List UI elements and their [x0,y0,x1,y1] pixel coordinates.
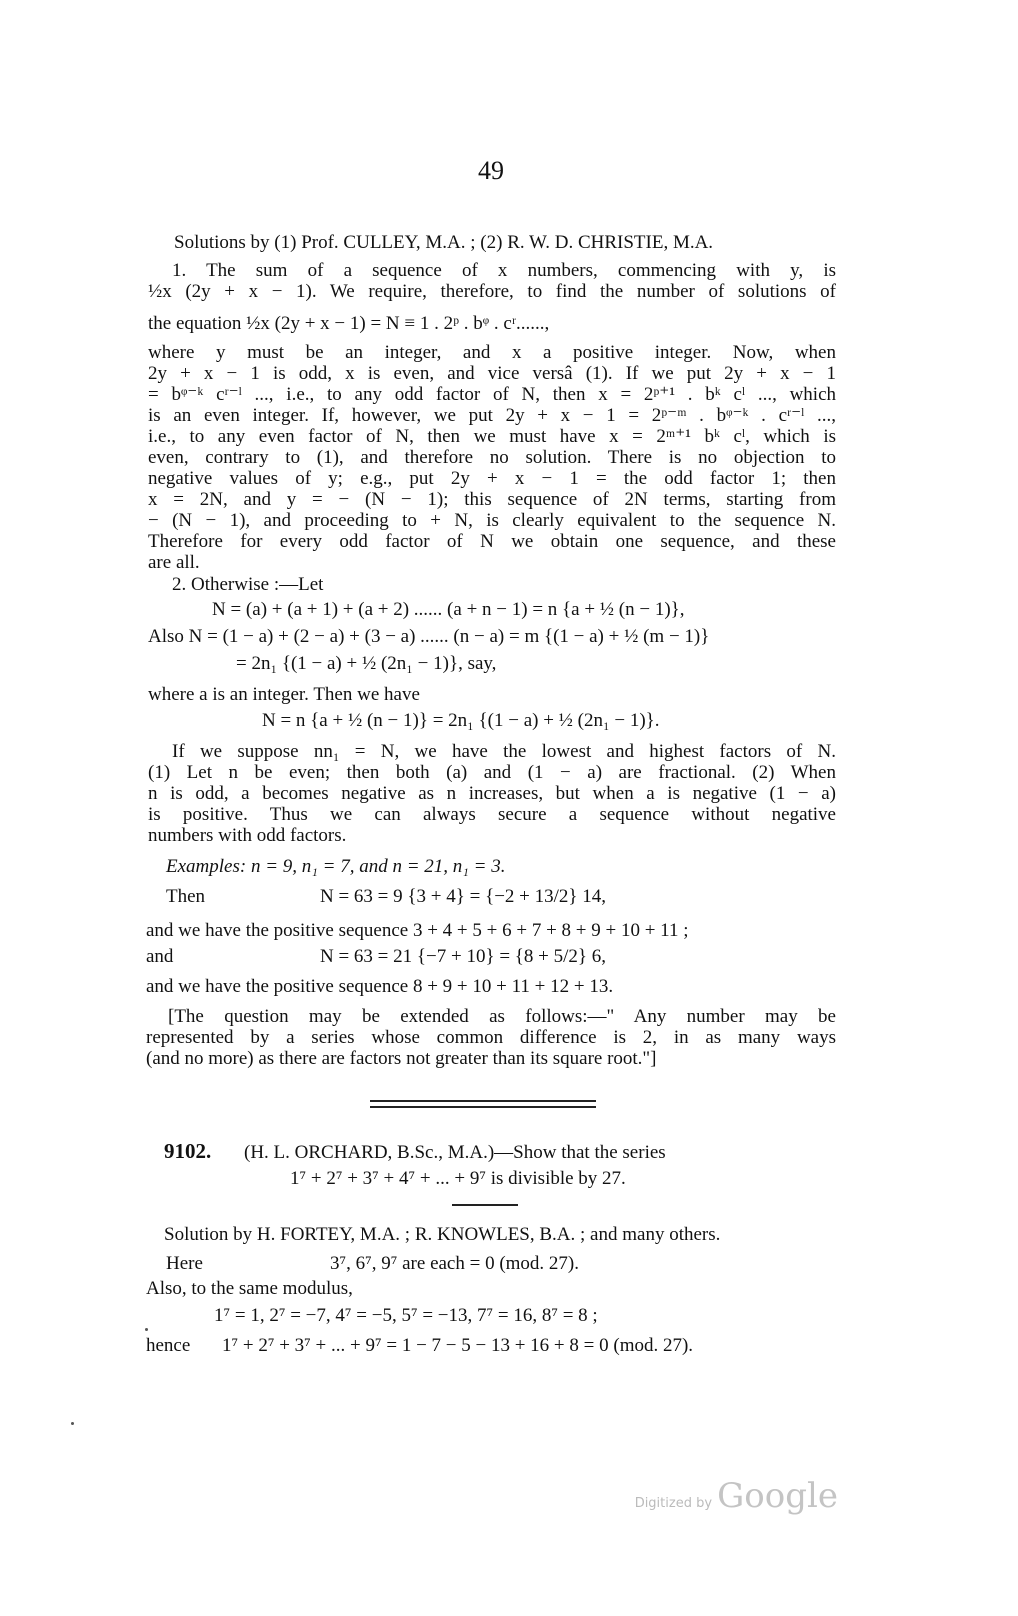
text-line: − (N − 1), and proceeding to + N, is clearly equivalent to the sequence N. [148,510,836,531]
equation-line: N = 63 = 9 {3 + 4} = {−2 + 13/2} 14, [320,886,607,907]
text-line: are all. [148,552,200,573]
text-line: i.e., to any even factor of N, then we must have x = 2ᵐ⁺¹ bᵏ cˡ, which is [148,426,836,447]
text-line: x = 2N, and y = − (N − 1); this sequence of 2N terms, starting from [148,489,836,510]
speck [71,1422,74,1425]
solution-header: Solution by H. FORTEY, M.A. ; R. KNOWLES, B.A. ; and many others. [164,1224,721,1245]
text-line: negative values of y; e.g., put 2y + x − 1 = the odd factor 1; then [148,468,836,489]
problem-statement: 1⁷ + 2⁷ + 3⁷ + 4⁷ + ... + 9⁷ is divisible by 27. [290,1168,626,1189]
watermark-prefix: Digitized by [634,1496,713,1511]
text-line: the equation ½x (2y + x − 1) = N ≡ 1 . 2ᵖ . bᵠ . cʳ......, [148,313,550,334]
text-line: 2y + x − 1 is odd, x is even, and vice versâ (1). If we put 2y + x − 1 [148,363,836,384]
short-rule [452,1204,518,1206]
equation-line: N = (a) + (a + 1) + (a + 2) ...... (a + n − 1) = n {a + ½ (n − 1)}, [212,599,685,620]
text-line: 1. The sum of a sequence of x numbers, commencing with y, is [172,260,836,281]
problem-statement: (H. L. ORCHARD, B.Sc., M.A.)—Show that the series [244,1142,666,1163]
text-line: hence [146,1335,191,1356]
text-line: is positive. Thus we can always secure a sequence without negative [148,804,836,825]
equation-line: 1⁷ = 1, 2⁷ = −7, 4⁷ = −5, 5⁷ = −13, 7⁷ = 16, 8⁷ = 8 ; [214,1305,598,1326]
text-line: If we suppose nn₁ = N, we have the lowest and highest factors of N. [172,741,836,762]
text-line: Also, to the same modulus, [146,1278,353,1299]
page-number: 49 [478,156,504,185]
speck [145,1328,148,1331]
google-logo: Google [717,1476,838,1516]
text-line: n is odd, a becomes negative as n increases, but when a is negative (1 − a) [148,783,836,804]
equation-line: 3⁷, 6⁷, 9⁷ are each = 0 (mod. 27). [330,1253,580,1274]
examples-line: Examples: n = 9, n₁ = 7, and n = 21, n₁ = 3. [166,856,506,877]
google-watermark [635,1476,838,1516]
text-line: [The question may be extended as follows:—" Any number may be [168,1006,836,1027]
text-line: numbers with odd factors. [148,825,347,846]
equation-line: 1⁷ + 2⁷ + 3⁷ + ... + 9⁷ = 1 − 7 − 5 − 13 + 16 + 8 = 0 (mod. 27). [222,1335,694,1356]
problem-number: 9102. [164,1139,212,1163]
separator-rule [370,1106,596,1108]
text-line: Then [166,886,206,907]
text-line: represented by a series whose common difference is 2, in as many ways [146,1027,836,1048]
equation-line: Also N = (1 − a) + (2 − a) + (3 − a) ...... (n − a) = m {(1 − a) + ½ (m − 1)} [148,626,710,647]
text-line: Here [166,1253,203,1274]
text-line: (and no more) as there are factors not greater than its square root."] [146,1048,657,1069]
text-line: 2. Otherwise :—Let [172,574,324,595]
text-line: and we have the positive sequence 3 + 4 + 5 + 6 + 7 + 8 + 9 + 10 + 11 ; [146,920,689,941]
equation-line: = 2n₁ {(1 − a) + ½ (2n₁ − 1)}, say, [236,653,497,674]
text-line: even, contrary to (1), and therefore no solution. There is no objection to [148,447,836,468]
equation-line: N = 63 = 21 {−7 + 10} = {8 + 5/2} 6, [320,946,607,967]
separator-rule [370,1100,596,1102]
text-line: (1) Let n be even; then both (a) and (1 − a) are fractional. (2) When [148,762,836,783]
text-line: is an even integer. If, however, we put 2y + x − 1 = 2ᵖ⁻ᵐ . bᵠ⁻ᵏ . cʳ⁻ˡ ..., [148,405,836,426]
text-line: Therefore for every odd factor of N we obtain one sequence, and these [148,531,836,552]
text-line: and [146,946,174,967]
text-line: = bᵠ⁻ᵏ cʳ⁻ˡ ..., i.e., to any odd factor of N, then x = 2ᵖ⁺¹ . bᵏ cˡ ..., which [148,384,836,405]
equation-line: N = n {a + ½ (n − 1)} = 2n₁ {(1 − a) + ½ (2n₁ − 1)}. [262,710,660,731]
solutions-header: Solutions by (1) Prof. CULLEY, M.A. ; (2) R. W. D. CHRISTIE, M.A. [174,232,714,253]
text-line: ½x (2y + x − 1). We require, therefore, to find the number of solutions of [148,281,836,302]
text-line: where a is an integer. Then we have [148,684,420,705]
text-line: and we have the positive sequence 8 + 9 + 10 + 11 + 12 + 13. [146,976,614,997]
text-line: where y must be an integer, and x a positive integer. Now, when [148,342,836,363]
